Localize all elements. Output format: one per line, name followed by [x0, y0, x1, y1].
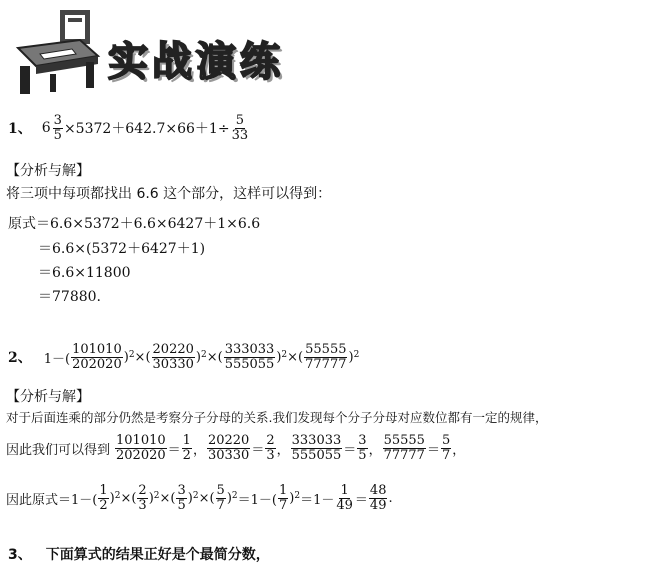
problem3-number: 3、 — [8, 547, 32, 563]
problem1-step: ＝6.6×(5372＋6427＋1) — [38, 241, 206, 257]
desk-icon — [10, 4, 105, 99]
problem1-expression: 1、 6 $\frac{3}{5}$ ×5372＋642.7×66＋1÷ $\frac{5}{33}$ — [8, 113, 249, 143]
final-label: 因此原式 — [6, 492, 59, 508]
problem2-analysis-label: 【分析与解】 — [6, 389, 90, 405]
problem1-step: 原式＝6.6×5372＋6.6×6427＋1×6.6 — [8, 216, 261, 232]
fraction: $\frac{5}{33}$ — [231, 113, 249, 143]
banner-title: 实战演练 — [108, 39, 284, 85]
problem2-ratios: 因此我们可以得到 $\frac{101010}{202020}$ ＝ $\frac{1}{2}$ ， $\frac{20220}{30330}$ ＝ $\frac{2}{3}$ ， $\frac{333033}{555055}$ ＝ $\frac{3}{5}$ ， $\frac{55555}{77777}$ ＝ $\frac{5}{7}$ ， — [6, 433, 466, 463]
problem1-number: 1、 — [8, 121, 32, 138]
mixed-number: 6 $\frac{3}{5}$ — [41, 113, 62, 143]
problem2-explain: 对于后面连乘的部分仍然是考察分子分母的关系.我们发现每个分子分母对应数位都有一定的规律， — [6, 410, 548, 425]
fraction: $\frac{55555}{77777}$ — [305, 342, 347, 372]
problem1-step: ＝6.6×11800 — [38, 265, 131, 281]
fraction: $\frac{333033}{555055}$ — [224, 342, 275, 372]
problem1-explain: 将三项中每项都找出 6.6 这个部分，这样可以得到： — [6, 186, 332, 202]
so-label: 因此我们可以得到 — [6, 442, 111, 458]
problem1-analysis-label: 【分析与解】 — [6, 163, 90, 179]
problem3 — [8, 544, 270, 564]
problem2-expression: 2、 1－( $\frac{101010}{202020}$ ) $^2$ × ( $\frac{20220}{30330}$ ) $^2$ × ( $\frac{333033}{555055}$ ) $^2$ × ( $\frac{55555}{77777}$ ) $^2$ — [8, 342, 360, 372]
problem3-text: 下面算式的结果正好是个最简分数， — [45, 547, 270, 563]
fraction: $\frac{101010}{202020}$ — [72, 342, 122, 372]
fraction: $\frac{20220}{30330}$ — [152, 342, 194, 372]
banner — [10, 4, 350, 99]
problem2-number: 2、 — [8, 350, 32, 367]
problem1-step: ＝77880. — [38, 289, 101, 305]
problem2-final: 因此原式 ＝1－( $\frac{1}{2}$ ) $^2$ ×( $\frac{2}{3}$ ) $^2$ ×( $\frac{3}{5}$ ) $^2$ ×( $\frac{5}{7}$ ) $^2$ ＝1－( $\frac{1}{7}$ ) $^2$ ＝1－ $\frac{1}{49}$ ＝ $\frac{48}{49}$ . — [6, 483, 393, 513]
